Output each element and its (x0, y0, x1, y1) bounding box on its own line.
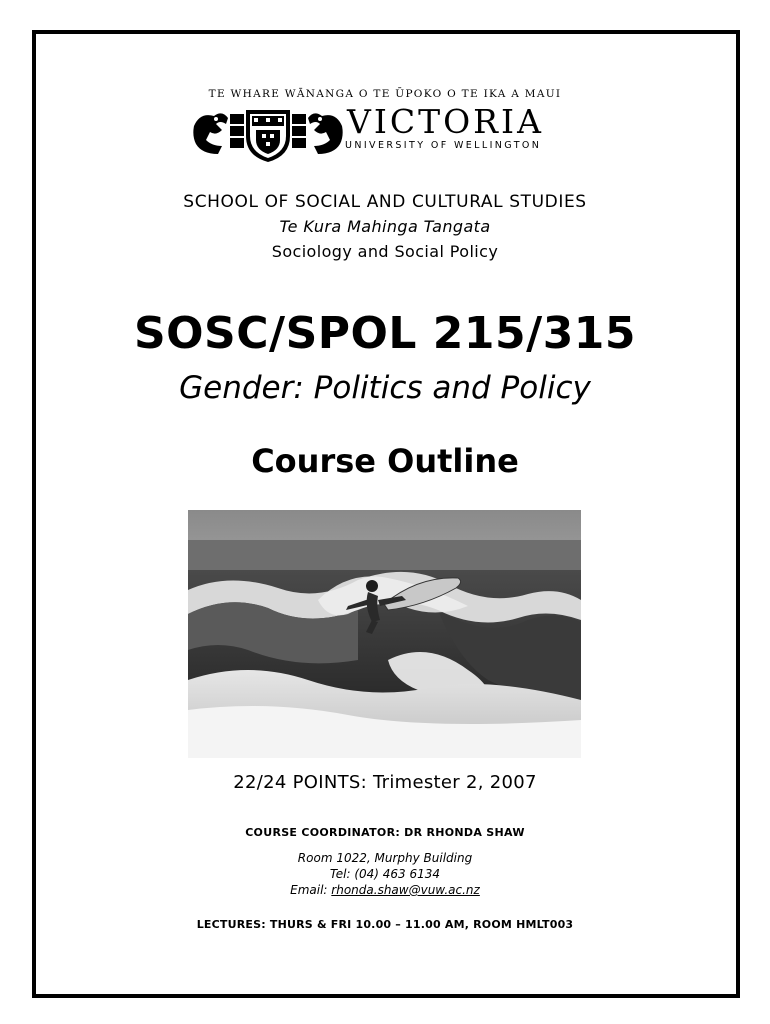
logo-name: VICTORIA (347, 102, 544, 141)
course-coordinator: COURSE COORDINATOR: DR RHONDA SHAW (245, 826, 525, 839)
school-name: SCHOOL OF SOCIAL AND CULTURAL STUDIES (183, 192, 587, 212)
coordinator-phone: Tel: (04) 463 6134 (329, 867, 441, 881)
document-type-heading: Course Outline (251, 442, 519, 480)
coordinator-email (0, 883, 770, 897)
course-code: SOSC/SPOL 215/315 (133, 308, 637, 359)
coordinator-room: Room 1022, Murphy Building (297, 851, 473, 865)
logo-maori-line: TE WHARE WĀNANGA O TE ŪPOKO O TE IKA A MAUI (208, 88, 562, 100)
points-and-trimester: 22/24 POINTS: Trimester 2, 2007 (233, 772, 537, 793)
email-link[interactable]: rhonda.shaw@vuw.ac.nz (331, 883, 480, 897)
university-crest-icon (192, 106, 344, 164)
course-title: Gender: Politics and Policy (179, 370, 591, 406)
university-logo (190, 88, 580, 172)
lecture-times: LECTURES: THURS & FRI 10.00 – 11.00 AM, ROOM HMLT003 (196, 918, 574, 931)
school-maori-name: Te Kura Mahinga Tangata (279, 217, 491, 236)
email-label: Email: (290, 883, 332, 897)
surfer-photo (188, 510, 581, 758)
logo-subname: UNIVERSITY OF WELLINGTON (345, 140, 542, 151)
programme-name: Sociology and Social Policy (271, 242, 499, 261)
